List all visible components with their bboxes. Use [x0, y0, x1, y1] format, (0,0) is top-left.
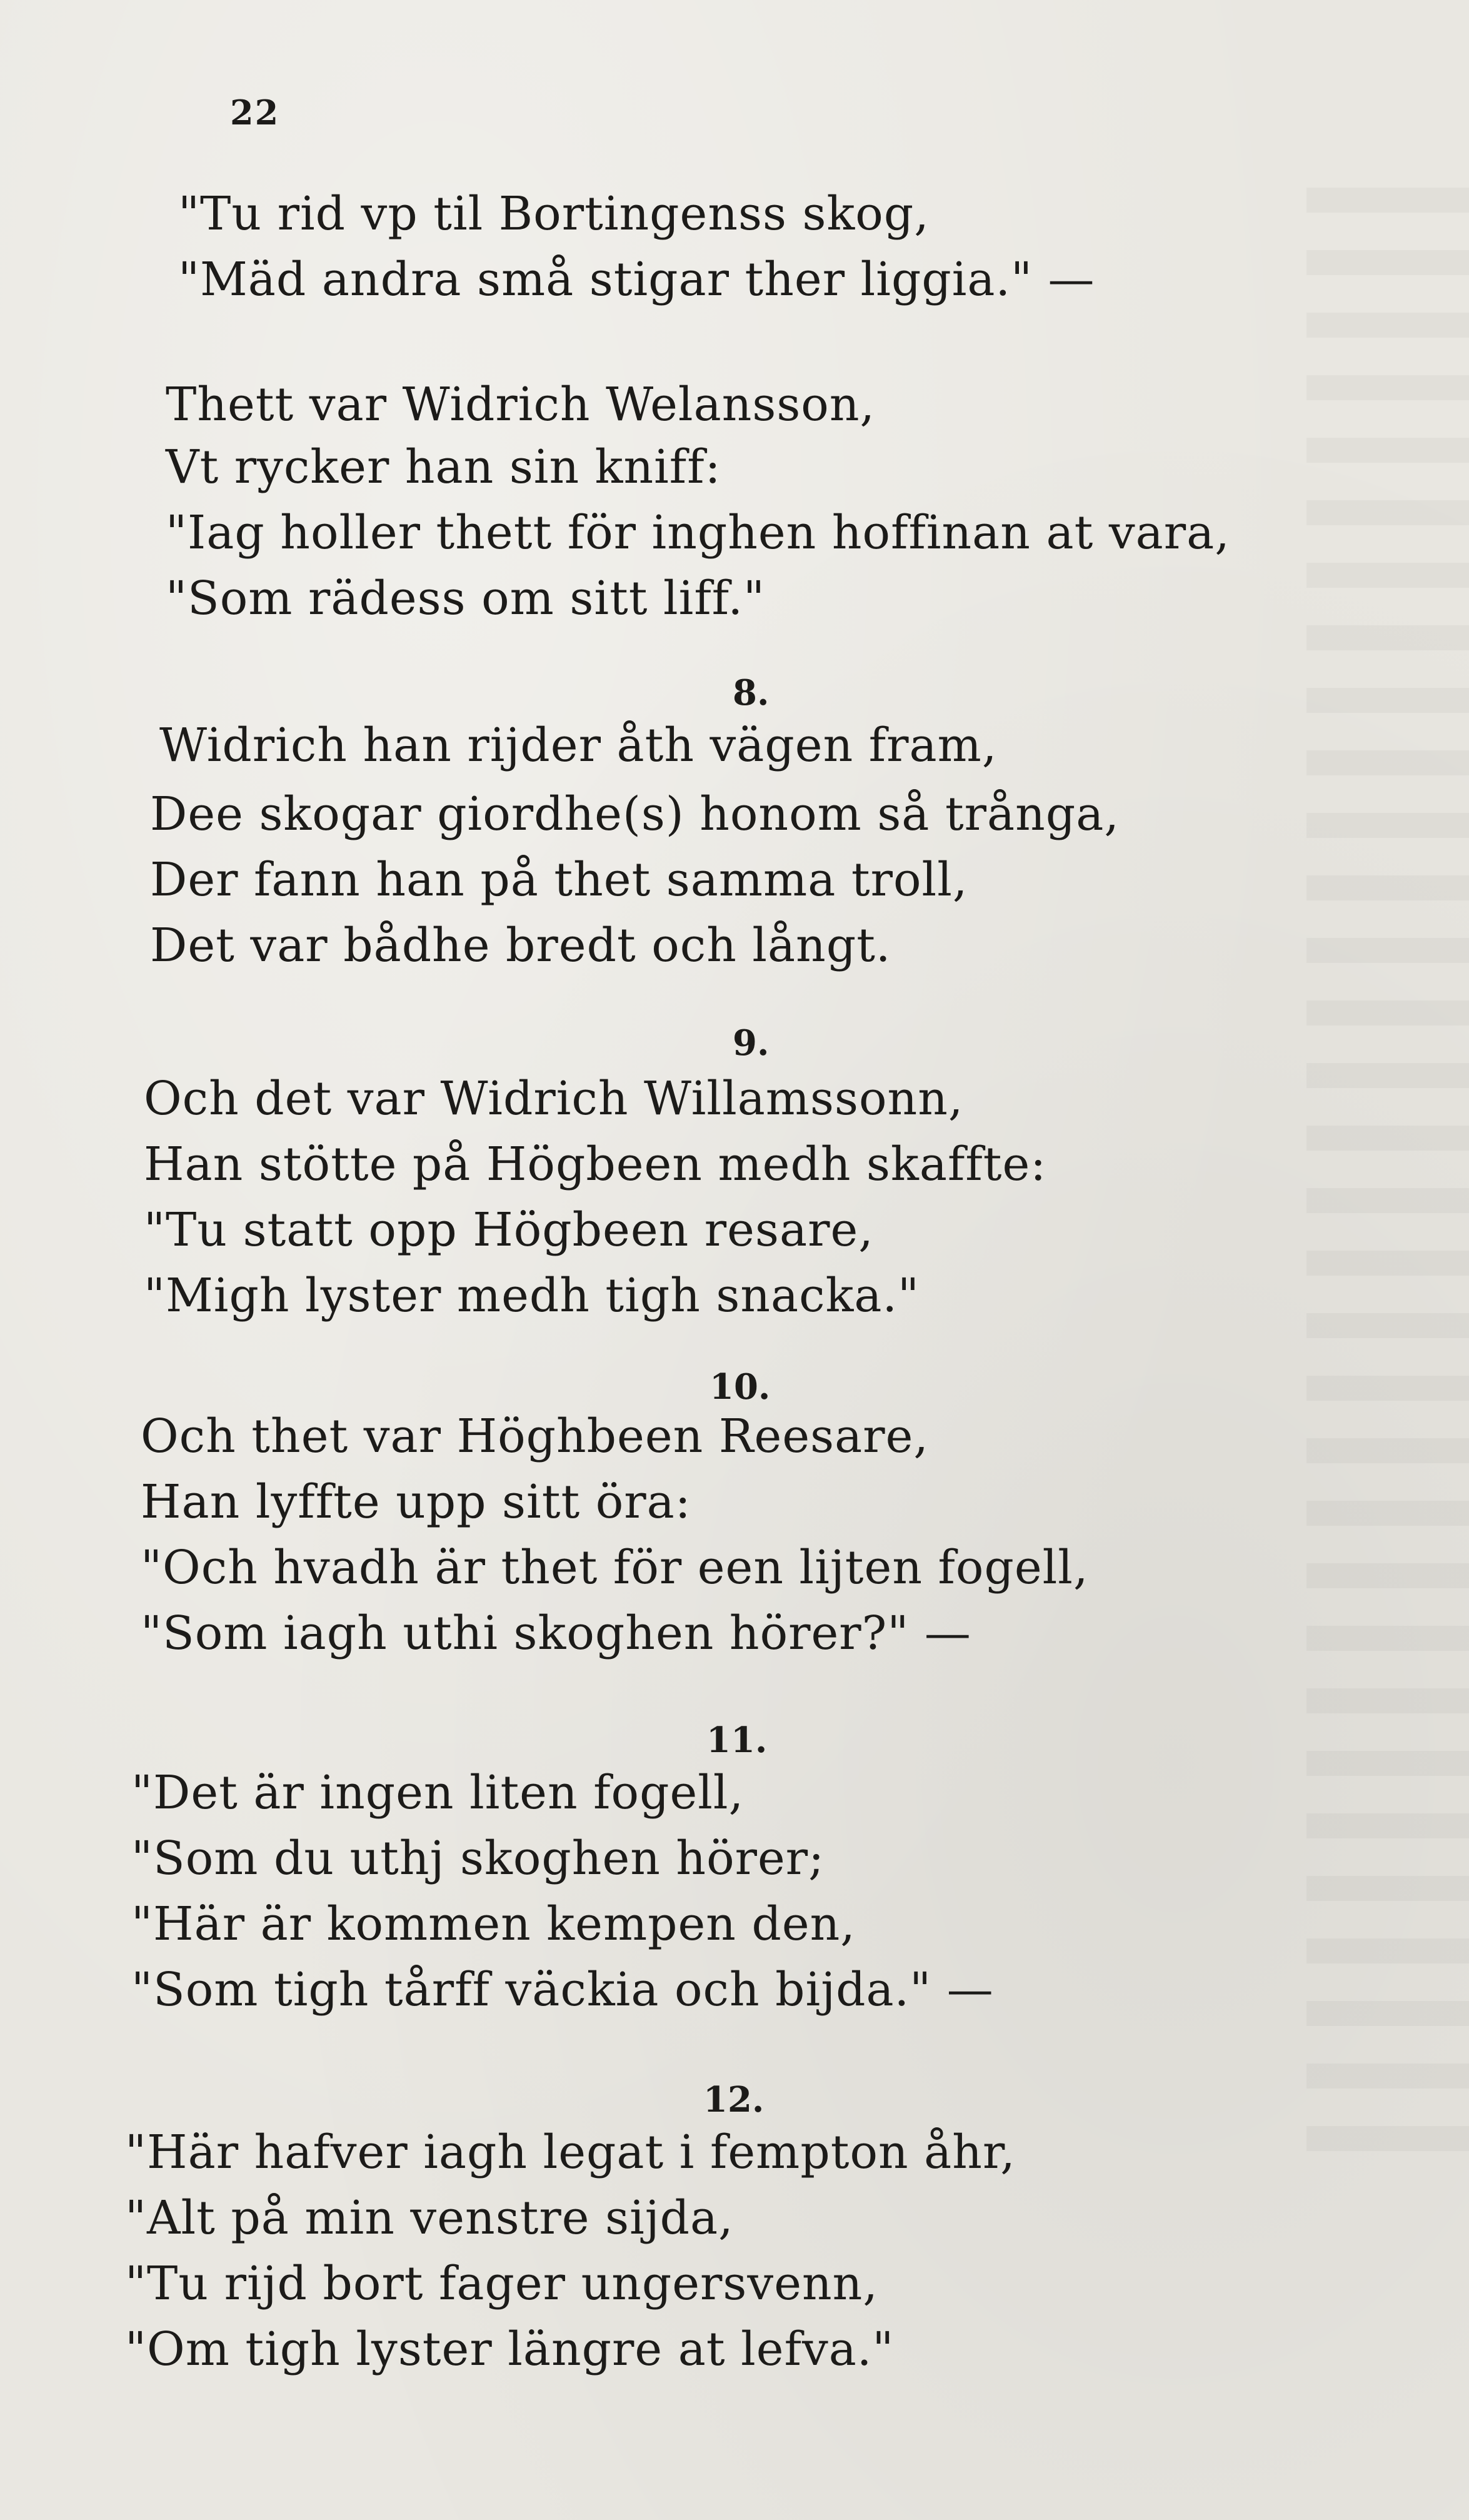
poem-line: Och det var Widrich Willamssonn,	[144, 1072, 964, 1126]
poem-line: Widrich han rijder åth vägen fram,	[159, 718, 998, 772]
poem-line: "Det är ingen liten fogell,	[131, 1766, 745, 1820]
poem-line: "Som iagh uthi skoghen hörer?" —	[141, 1606, 971, 1660]
poem-line: "Och hvadh är thet för een lijten fogell,	[141, 1541, 1089, 1595]
poem-line: "Tu rid vp til Bortingenss skog,	[178, 187, 930, 241]
stanza-number: 12.	[703, 2079, 765, 2120]
poem-line: Der fann han på thet samma troll,	[150, 853, 968, 907]
stanza-number: 9.	[733, 1022, 770, 1064]
poem-line: Han lyffte upp sitt öra:	[141, 1475, 691, 1529]
poem-line: "Iag holler thett för inghen hoffinan at vara,	[166, 506, 1230, 560]
poem-line: Och thet var Höghbeen Reesare,	[141, 1409, 929, 1463]
stanza-number: 8.	[733, 672, 770, 713]
poem-line: "Om tigh lyster längre at lefva."	[125, 2322, 895, 2376]
stanza-number: 10.	[709, 1366, 771, 1408]
page-number: 22	[230, 93, 280, 133]
poem-line: Vt rycker han sin kniff:	[166, 440, 721, 494]
poem-line: "Tu statt opp Högbeen resare,	[144, 1203, 874, 1257]
poem-line: Dee skogar giordhe(s) honom så trånga,	[150, 787, 1120, 841]
poem-line: "Som du uthj skoghen hörer;	[131, 1832, 825, 1885]
poem-line: "Migh lyster medh tigh snacka."	[144, 1269, 920, 1323]
poem-line: Det var bådhe bredt och långt.	[150, 919, 891, 972]
poem-line: Han stötte på Högbeen medh skaffte:	[144, 1137, 1047, 1191]
poem-line: "Här hafver iagh legat i fempton åhr,	[125, 2125, 1016, 2179]
poem-line: "Här är kommen kempen den,	[131, 1897, 856, 1951]
poem-line: "Alt på min venstre sijda,	[125, 2191, 734, 2245]
poem-line: "Mäd andra små stigar ther liggia." —	[178, 253, 1095, 306]
poem-line: "Tu rijd bort fager ungersvenn,	[125, 2257, 878, 2311]
poem-line: "Som tigh tårff väckia och bijda." —	[131, 1963, 994, 2017]
poem-line: Thett var Widrich Welansson,	[166, 378, 876, 431]
stanza-number: 11.	[706, 1720, 768, 1761]
poem-line: "Som rädess om sitt liff."	[166, 572, 766, 625]
